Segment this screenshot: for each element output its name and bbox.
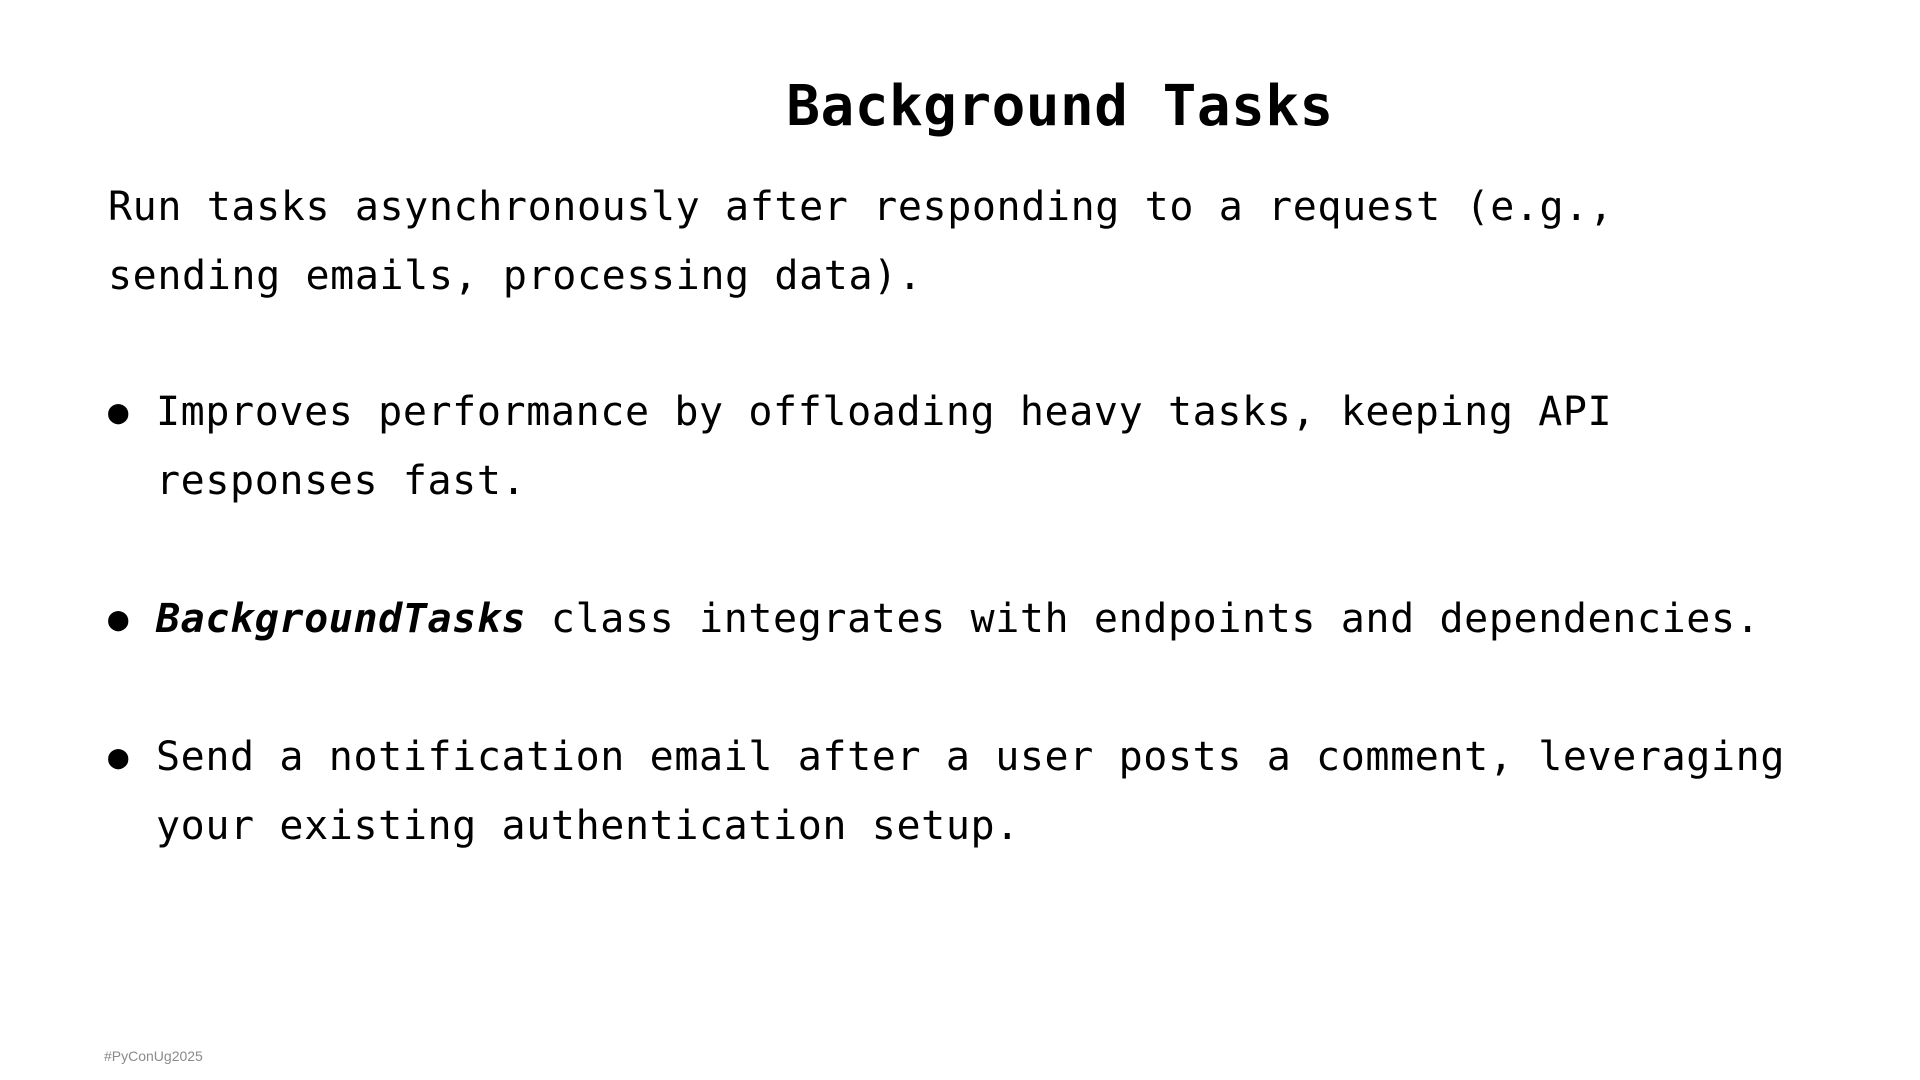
slide-title: Background Tasks (786, 74, 1334, 139)
bullet-item-performance (108, 378, 1848, 516)
intro-paragraph: Run tasks asynchronously after responding to a request (e.g., sending emails, processing data). (108, 184, 1614, 299)
bullet-item-background-tasks-class (108, 585, 1848, 654)
bullet-item-notification-example (108, 723, 1848, 861)
bullet-marker: ● (108, 599, 130, 639)
class-name-emphasis: BackgroundTasks (156, 596, 527, 642)
bullet-text: Improves performance by offloading heavy tasks, keeping API responses fast. (156, 389, 1613, 504)
bullet-list (108, 378, 1848, 861)
bullet-text: Send a notification email after a user posts a comment, leveraging your existing authentication setup. (156, 734, 1786, 849)
footer-hashtag: #PyConUg2025 (104, 1048, 203, 1064)
bullet-marker: ● (108, 737, 130, 777)
bullet-text: class integrates with endpoints and dependencies. (526, 596, 1761, 642)
bullet-marker: ● (108, 392, 130, 432)
